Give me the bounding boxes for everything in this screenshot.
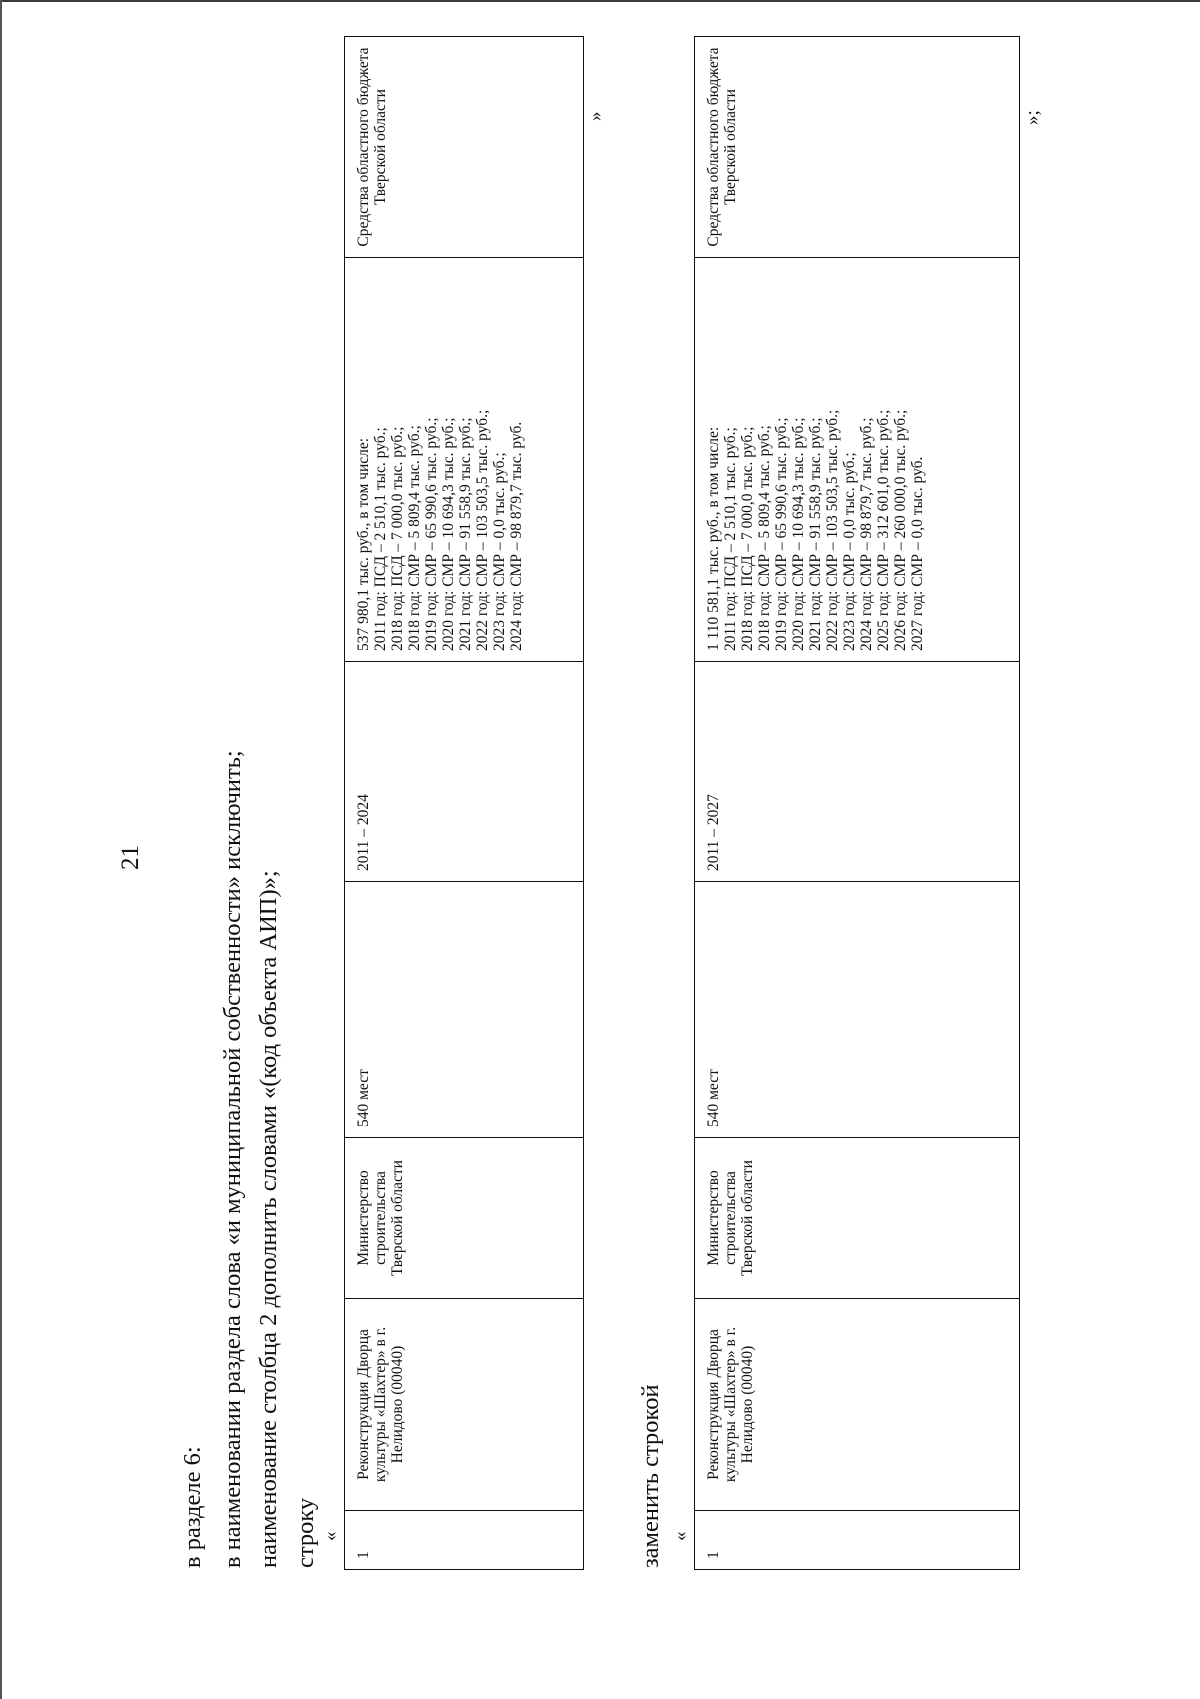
instruction-line-3: строку [292, 1497, 319, 1568]
cell-object-name: Реконструкция Дворца культуры «Шахтер» в г. Нелидово (00040) [345, 1299, 584, 1511]
cell-period: 2011 – 2024 [345, 662, 584, 882]
funding-line: 2024 год: СМР – 98 879,7 тыс. руб. [508, 421, 525, 651]
replace-label: заменить строкой [637, 1384, 664, 1568]
cell-number: 1 [695, 1511, 1020, 1570]
page-number: 21 [117, 845, 144, 870]
section-heading: в разделе 6: [179, 1446, 206, 1568]
open-quote-2: « [670, 1531, 691, 1541]
funding-line: 2023 год: СМР – 0,0 тыс. руб.; [841, 452, 858, 651]
funding-line: 2018 год: СМР – 5 809,4 тыс. руб.; [756, 425, 773, 651]
cell-ministry: Министерство строительства Тверской области [695, 1138, 1020, 1299]
funding-line: 1 110 581,1 тыс. руб., в том числе: [705, 426, 722, 651]
funding-line: 2021 год: СМР – 91 558,9 тыс. руб.; [457, 417, 474, 651]
cell-funding-source: Средства областного бюджета Тверской области [695, 37, 1020, 258]
table-new-row [694, 36, 1020, 1570]
funding-line: 2022 год: СМР – 103 503,5 тыс. руб.; [474, 409, 491, 651]
table-row [695, 37, 1020, 1570]
cell-funding [345, 258, 584, 662]
cell-capacity: 540 мест [345, 882, 584, 1138]
cell-funding [695, 258, 1020, 662]
funding-line: 2026 год: СМР – 260 000,0 тыс. руб.; [892, 409, 909, 651]
funding-line: 2018 год: ПСД – 7 000,0 тыс. руб.; [739, 426, 756, 651]
cell-capacity: 540 мест [695, 882, 1020, 1138]
table-row [345, 37, 584, 1570]
cell-ministry: Министерство строительства Тверской области [345, 1138, 584, 1299]
cell-object-name: Реконструкция Дворца культуры «Шахтер» в г. Нелидово (00040) [695, 1299, 1020, 1511]
funding-line: 2018 год: СМР – 5 809,4 тыс. руб.; [406, 425, 423, 651]
funding-line: 2011 год: ПСД – 2 510,1 тыс. руб.; [722, 427, 739, 651]
funding-line: 2019 год: СМР – 65 990,6 тыс. руб.; [773, 417, 790, 651]
close-quote-1: » [585, 111, 606, 121]
funding-line: 2018 год: ПСД – 7 000,0 тыс. руб.; [389, 426, 406, 651]
cell-number: 1 [345, 1511, 584, 1570]
funding-line: 2025 год: СМР – 312 601,0 тыс. руб.; [875, 409, 892, 651]
funding-line: 2021 год: СМР – 91 558,9 тыс. руб.; [807, 417, 824, 651]
cell-funding-source: Средства областного бюджета Тверской области [345, 37, 584, 258]
table-old-row [344, 36, 584, 1570]
close-quote-2: »; [1022, 110, 1043, 125]
cell-period: 2011 – 2027 [695, 662, 1020, 882]
funding-line: 2019 год: СМР – 65 990,6 тыс. руб.; [423, 417, 440, 651]
funding-line: 2024 год: СМР – 98 879,7 тыс. руб.; [858, 417, 875, 651]
open-quote-1: « [320, 1531, 341, 1541]
funding-line: 2022 год: СМР – 103 503,5 тыс. руб.; [824, 409, 841, 651]
funding-line: 2023 год: СМР – 0,0 тыс. руб.; [491, 452, 508, 651]
funding-line: 2020 год: СМР – 10 694,3 тыс. руб.; [790, 417, 807, 651]
funding-line: 2011 год: ПСД – 2 510,1 тыс. руб.; [372, 427, 389, 651]
funding-line: 537 980,1 тыс. руб., в том числе: [355, 437, 372, 651]
funding-line: 2020 год: СМР – 10 694,3 тыс. руб.; [440, 417, 457, 651]
instruction-line-1: в наименовании раздела слова «и муниципальной собственности» исключить; [219, 750, 246, 1568]
instruction-line-2: наименование столбца 2 дополнить словами «(код объекта АИП)»; [255, 870, 282, 1568]
funding-line: 2027 год: СМР – 0,0 тыс. руб. [909, 456, 926, 651]
